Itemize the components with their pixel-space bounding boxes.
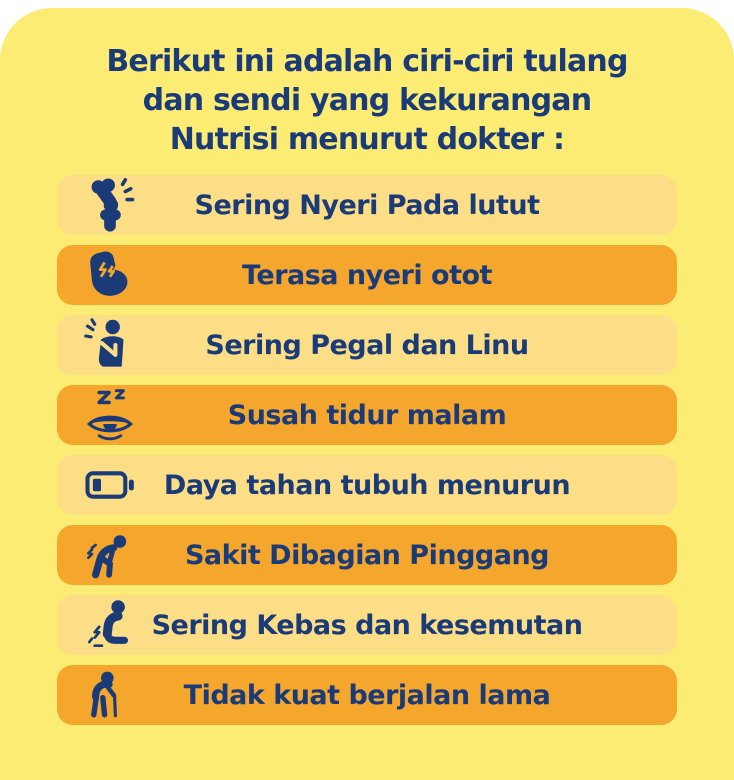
symptom-row bbox=[57, 455, 677, 515]
title-line-3: Nutrisi menurut dokter : bbox=[169, 122, 565, 157]
numbness-icon bbox=[82, 598, 138, 652]
page-title bbox=[18, 42, 716, 159]
symptom-row bbox=[57, 525, 677, 585]
symptom-label: Daya tahan tubuh menurun bbox=[163, 469, 571, 501]
symptom-row bbox=[57, 315, 677, 375]
muscle-pain-icon bbox=[82, 248, 138, 302]
symptom-row bbox=[57, 595, 677, 655]
back-pain-icon bbox=[82, 528, 138, 582]
symptom-label: Sering Pegal dan Linu bbox=[205, 329, 529, 361]
symptom-label: Tidak kuat berjalan lama bbox=[183, 679, 551, 711]
symptom-row bbox=[57, 175, 677, 235]
shoulder-ache-icon bbox=[82, 318, 138, 372]
symptom-label: Terasa nyeri otot bbox=[242, 259, 492, 291]
symptom-row bbox=[57, 245, 677, 305]
symptom-label: Sering Kebas dan kesemutan bbox=[151, 609, 583, 641]
low-battery-icon bbox=[82, 458, 138, 512]
symptom-row bbox=[57, 665, 677, 725]
title-line-2: dan sendi yang kekurangan bbox=[142, 83, 592, 118]
symptom-label: Sakit Dibagian Pinggang bbox=[184, 539, 549, 571]
weak-walking-icon bbox=[82, 668, 138, 722]
symptom-row bbox=[57, 385, 677, 445]
sleepless-eye-icon bbox=[82, 388, 138, 442]
title-line-1: Berikut ini adalah ciri-ciri tulang bbox=[106, 44, 628, 79]
infographic-card bbox=[0, 8, 734, 780]
symptom-label: Sering Nyeri Pada lutut bbox=[194, 189, 540, 221]
symptom-list bbox=[57, 175, 677, 725]
knee-joint-pain-icon bbox=[82, 178, 138, 232]
symptom-label: Susah tidur malam bbox=[227, 399, 507, 431]
